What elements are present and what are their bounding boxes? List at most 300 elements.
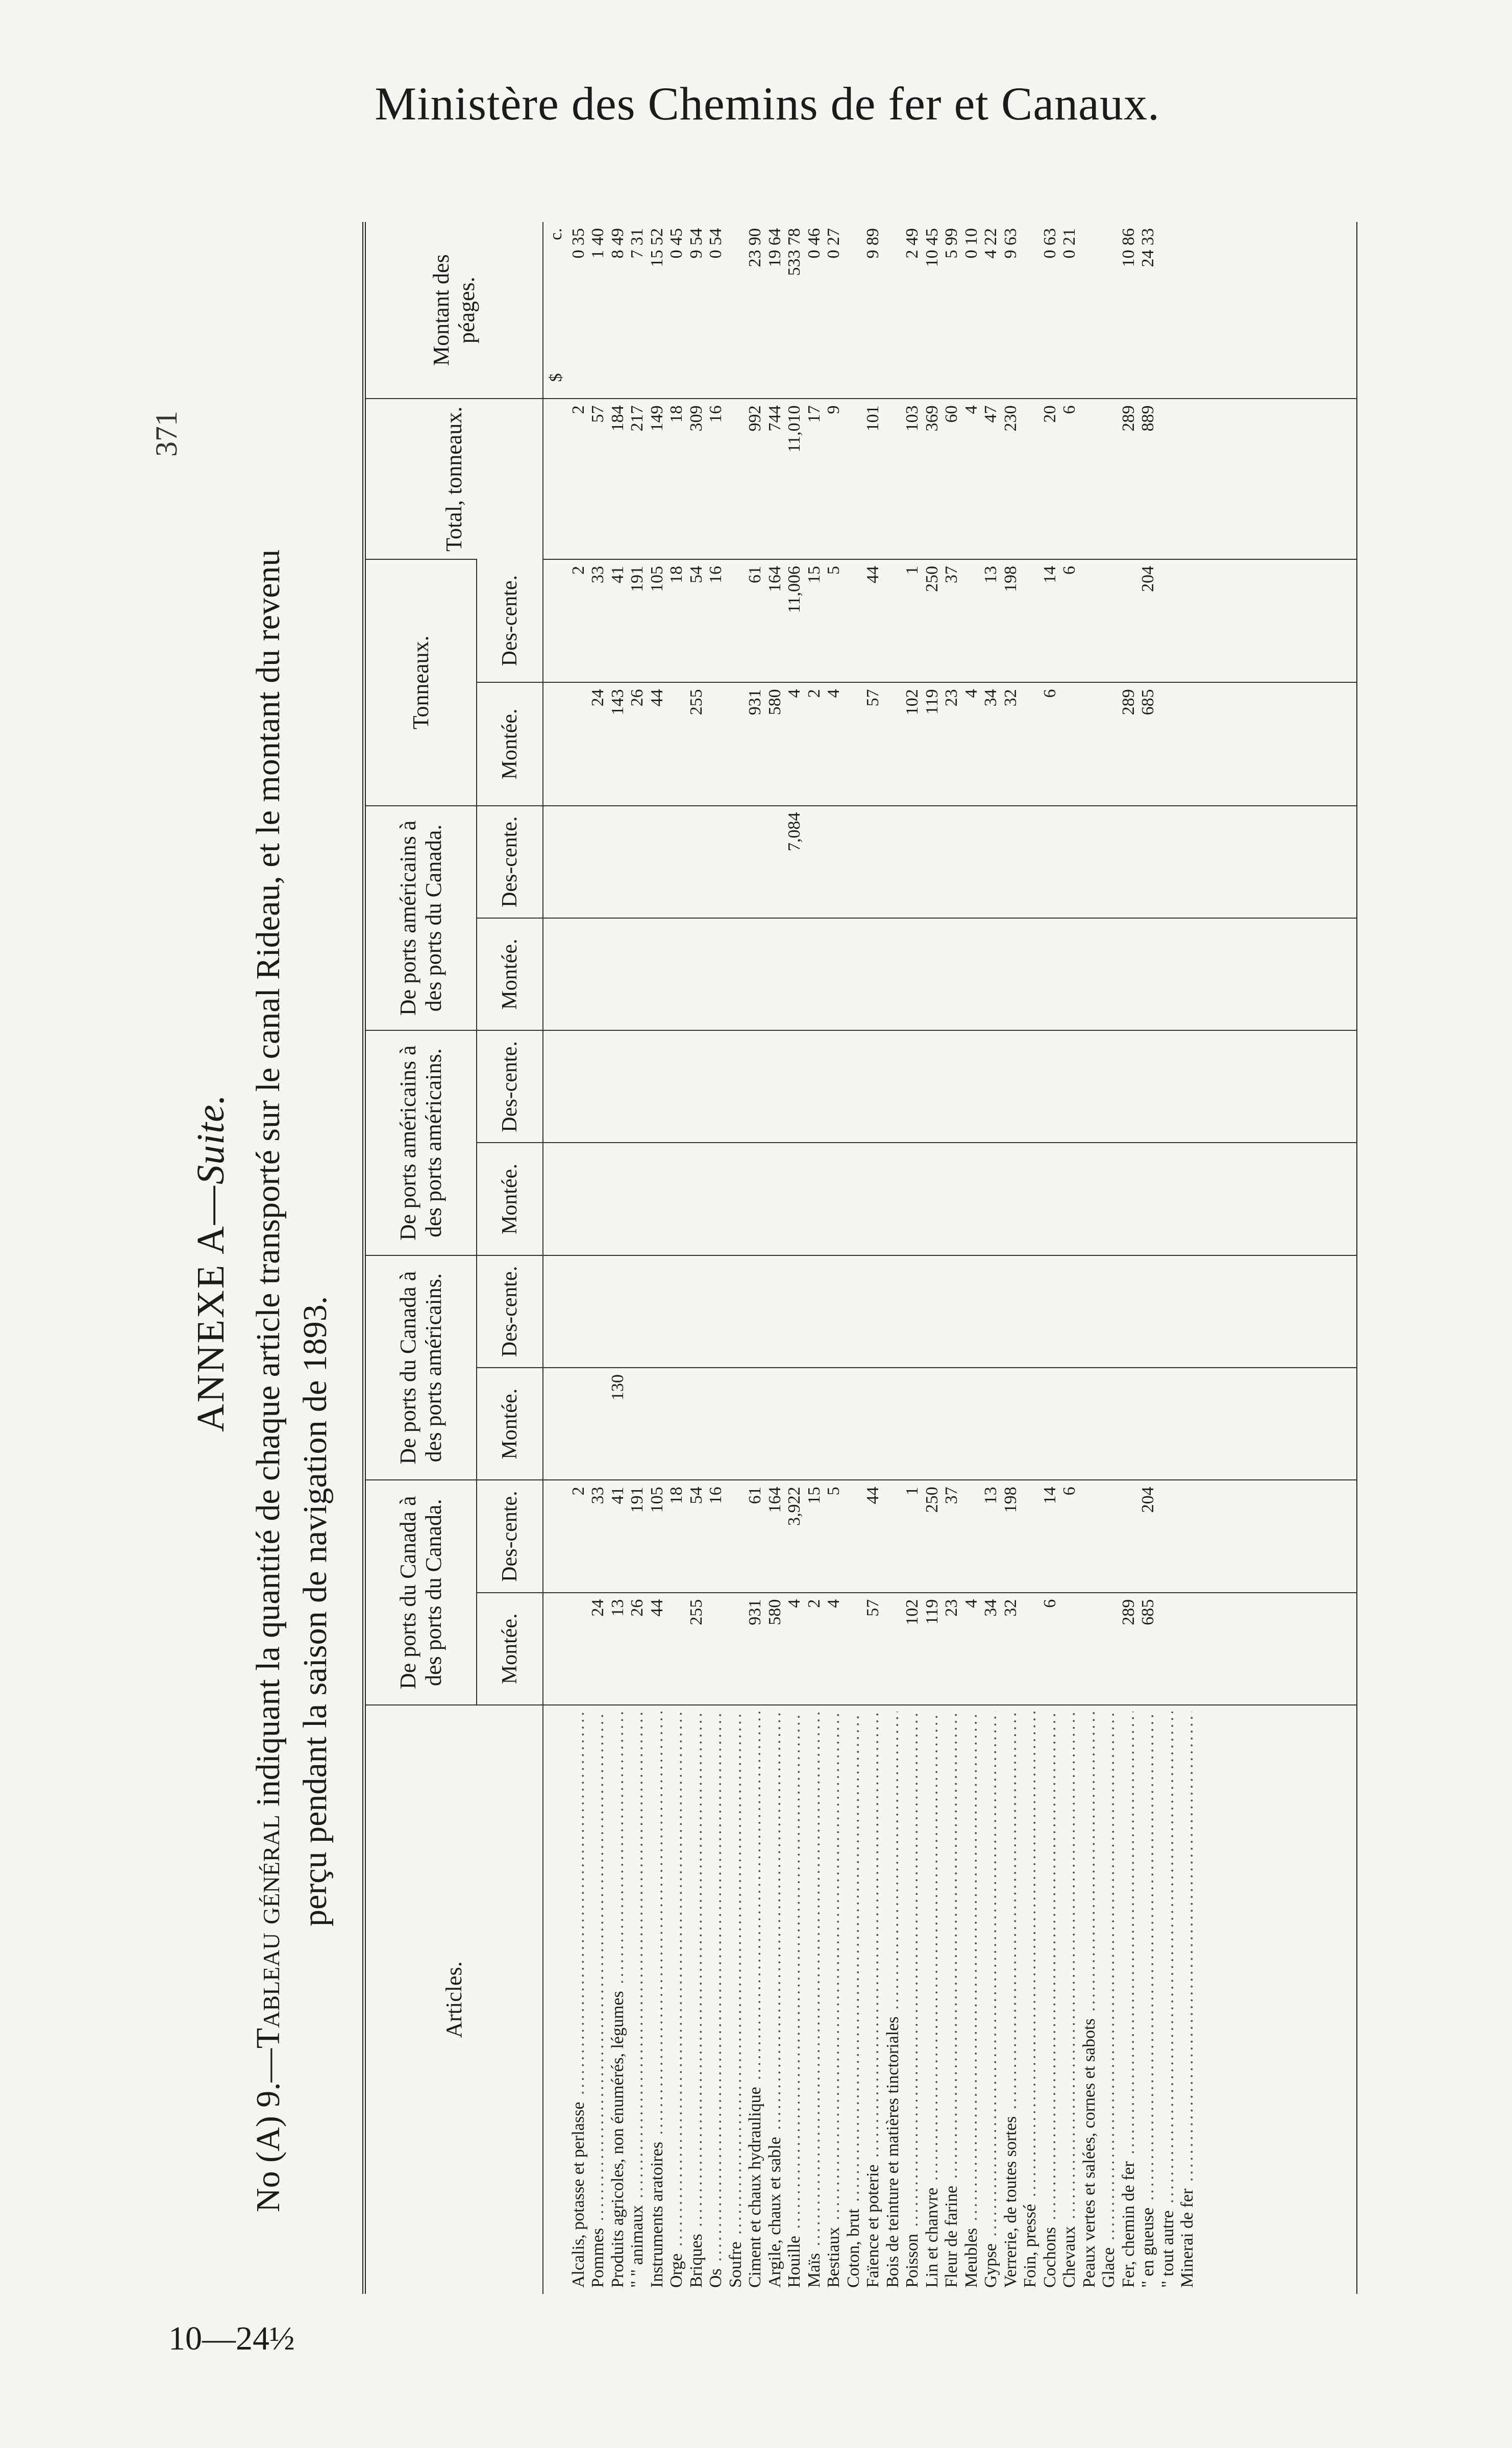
header-us-us: De ports américains à des ports américains. <box>364 1030 477 1255</box>
table-cell <box>883 812 903 911</box>
table-cell: 5 <box>824 1487 843 1496</box>
currency-units <box>547 228 569 392</box>
table-cell: 119 <box>922 1599 941 1625</box>
table-cell <box>1080 689 1100 799</box>
table-cell <box>569 925 589 1024</box>
table-cell: 24 <box>588 1599 607 1617</box>
table-cell <box>726 566 746 676</box>
table-cell: 44 <box>647 689 666 707</box>
table-cell: 16 <box>706 405 725 423</box>
table-cell <box>1099 812 1119 911</box>
table-cell: 250 <box>922 566 941 592</box>
title-line1: indiquant la quantité de chaque article transporté sur le canal Rideau, et le montant du revenu <box>250 549 287 1807</box>
table-cell <box>706 1262 726 1361</box>
table-cell <box>805 1037 825 1136</box>
column-tonneaux-montee <box>543 682 1357 805</box>
table-cell <box>1021 405 1040 553</box>
table-cell <box>1021 1487 1040 1586</box>
table-cell <box>667 1262 687 1361</box>
table-cell <box>883 1037 903 1136</box>
table-cell: 2 49 <box>903 228 922 259</box>
table-cell <box>1099 228 1119 392</box>
table-cell <box>942 925 962 1024</box>
table-cell <box>1178 925 1198 1024</box>
table-cell: 198 <box>1001 566 1020 592</box>
table-cell: 37 <box>942 566 961 584</box>
table-cell <box>1099 925 1119 1024</box>
table-cell <box>1060 689 1080 799</box>
table-cell <box>1060 1150 1080 1249</box>
table-cell <box>1040 1150 1060 1249</box>
table-cell <box>1158 1262 1178 1361</box>
article-label: Verrerie, de toutes sortes ..... <box>1001 1712 1021 2288</box>
table-cell <box>1119 1037 1139 1136</box>
table-cell <box>1080 228 1100 392</box>
table-cell: 198 <box>1001 1487 1020 1513</box>
table-cell <box>1138 1150 1158 1249</box>
table-cell <box>628 925 648 1024</box>
table-cell: 289 <box>1119 405 1138 432</box>
table-cell <box>1099 1487 1119 1586</box>
table-cell <box>706 1599 726 1698</box>
table-cell: 250 <box>922 1487 941 1513</box>
article-label: Argile, chaux et sable ..... <box>765 1712 785 2288</box>
table-cell <box>1001 1150 1021 1249</box>
table-cell <box>706 1374 726 1473</box>
table-cell <box>1060 1262 1080 1361</box>
table-cell: 7,084 <box>785 812 804 852</box>
table-cell: 992 <box>746 405 764 432</box>
table-cell <box>648 1262 667 1361</box>
table-cell: 889 <box>1138 405 1157 432</box>
table-cell <box>687 1037 707 1136</box>
table-cell: 102 <box>903 1599 922 1625</box>
table-cell <box>1021 228 1040 392</box>
table-cell <box>844 812 864 911</box>
table-cell: 191 <box>628 566 647 592</box>
header-descente: Des-cente. <box>477 1480 543 1592</box>
table-cell <box>1040 1037 1060 1136</box>
table-cell <box>981 1150 1001 1249</box>
table-cell <box>667 1037 687 1136</box>
header-montee: Montée. <box>477 918 543 1030</box>
table-cell <box>746 1262 765 1361</box>
table-cell <box>903 1150 923 1249</box>
article-label: Briques ..... <box>687 1712 707 2288</box>
table-cell <box>1099 1262 1119 1361</box>
table-cell: 0 63 <box>1040 228 1059 259</box>
table-cell <box>863 1262 883 1361</box>
table-cell <box>903 812 923 911</box>
table-cell <box>942 1150 962 1249</box>
table-cell: 1 40 <box>588 228 607 259</box>
table-cell <box>1178 405 1198 553</box>
article-label: Houille ..... <box>785 1712 805 2288</box>
article-label: Orge ..... <box>667 1712 687 2288</box>
table-cell <box>1080 1374 1100 1473</box>
table-cell <box>1021 566 1040 676</box>
table-cell: 6 <box>1040 1599 1059 1608</box>
table-cell <box>923 1374 943 1473</box>
table-cell <box>1001 812 1021 911</box>
table-cell: 33 <box>588 566 607 584</box>
table-cell: 289 <box>1119 1599 1138 1625</box>
article-label: " en gueuse ..... <box>1138 1712 1158 2288</box>
table-cell: 61 <box>746 1487 764 1504</box>
table-cell <box>962 1262 982 1361</box>
footer-signature: 10—24½ <box>168 2320 295 2357</box>
table-cell <box>1040 1262 1060 1361</box>
table-cell <box>706 1150 726 1249</box>
table-cell <box>1158 566 1178 676</box>
annexe-label: ANNEXE A— <box>189 1184 232 1432</box>
table-cell <box>903 1262 923 1361</box>
article-label: Pommes ..... <box>588 1712 608 2288</box>
table-cell <box>981 1037 1001 1136</box>
table-cell <box>667 689 687 799</box>
article-label: Bois de teinture et matières tinctoriales ..... <box>883 1712 903 2288</box>
table-cell <box>903 1374 923 1473</box>
table-cell <box>726 925 746 1024</box>
annexe-heading <box>189 191 233 2335</box>
table-cell: 149 <box>647 405 666 432</box>
table-cell <box>706 812 726 911</box>
table-cell <box>608 1150 628 1249</box>
article-label: Peaux vertes et salées, cornes et sabots ..... <box>1080 1712 1100 2288</box>
table-cell: 4 <box>785 1599 804 1608</box>
table-cell: 744 <box>765 405 784 432</box>
table-cell <box>726 689 746 799</box>
table-cell <box>844 1037 864 1136</box>
table-cell: 11,006 <box>785 566 804 613</box>
article-label: Produits agricoles, non énumérés, légumes ..... <box>608 1712 628 2288</box>
article-label: Os ..... <box>706 1712 726 2288</box>
table-cell: 10 86 <box>1119 228 1138 267</box>
table-cell <box>1080 1487 1100 1586</box>
table-cell <box>1158 1487 1178 1586</box>
table-cell: 143 <box>608 689 627 715</box>
table-cell <box>746 1150 765 1249</box>
table-cell <box>1001 1374 1021 1473</box>
table-cell <box>1178 1262 1198 1361</box>
table-cell <box>863 1150 883 1249</box>
table-cell: 9 54 <box>686 228 706 259</box>
column-ca-descente <box>543 1255 1357 1368</box>
table-cell <box>942 1374 962 1473</box>
table-cell <box>648 812 667 911</box>
article-label: Lin et chanvre ..... <box>923 1712 943 2288</box>
table-cell <box>883 1150 903 1249</box>
table-cell <box>1178 812 1198 911</box>
table-cell: 32 <box>1001 689 1020 707</box>
table-cell <box>726 1262 746 1361</box>
article-label: Alcalis, potasse et perlasse ..... <box>569 1712 589 2288</box>
table-cell: 101 <box>863 405 882 432</box>
table-cell: 14 <box>1040 1487 1059 1504</box>
table-cell: 9 <box>824 405 843 414</box>
table-cell <box>588 925 608 1024</box>
table-cell <box>1138 1037 1158 1136</box>
table-cell <box>844 689 864 799</box>
table-cell: 11,010 <box>785 405 804 453</box>
table-cell: 0 10 <box>961 228 981 259</box>
table-cell: 54 <box>686 566 706 584</box>
column-ca-montee <box>543 1368 1357 1480</box>
header-descente: Des-cente. <box>477 559 543 682</box>
table-cell <box>1001 1037 1021 1136</box>
table-cell <box>863 925 883 1024</box>
table-cell: 44 <box>863 566 882 584</box>
table-cell <box>726 1374 746 1473</box>
dollar-sign: $ <box>546 373 565 382</box>
table-cell <box>1060 812 1080 911</box>
column-ac-descente <box>543 806 1357 918</box>
table-cell <box>1158 1599 1178 1698</box>
table-cell <box>648 1150 667 1249</box>
table-cell: 44 <box>647 1599 666 1617</box>
table-cell <box>706 925 726 1024</box>
table-cell <box>1099 405 1119 553</box>
table-cell <box>824 1037 844 1136</box>
table-cell <box>923 1150 943 1249</box>
table-cell <box>942 1262 962 1361</box>
table-cell: 255 <box>686 1599 706 1625</box>
table-cell <box>785 1374 805 1473</box>
table-cell: 130 <box>608 1374 627 1401</box>
table-cell <box>1080 812 1100 911</box>
table-cell: 6 <box>1060 405 1079 414</box>
rotated-page <box>143 191 1368 2335</box>
table-cell: 4 <box>961 1599 981 1608</box>
table-cell: 931 <box>746 689 764 715</box>
article-label: Fleur de farine ..... <box>942 1712 962 2288</box>
table-cell <box>824 1262 844 1361</box>
table-cell <box>648 925 667 1024</box>
table-cell <box>1178 1599 1198 1698</box>
table-cell <box>883 566 903 676</box>
table-cell <box>726 405 746 553</box>
table-cell <box>765 812 785 911</box>
table-cell <box>883 1487 903 1586</box>
table-cell <box>1080 1262 1100 1361</box>
table-cell: 33 <box>588 1487 607 1504</box>
table-cell: 191 <box>628 1487 647 1513</box>
article-label: Poisson ..... <box>903 1712 923 2288</box>
table-cell <box>981 1262 1001 1361</box>
table-cell <box>844 566 864 676</box>
table-cell: 0 21 <box>1060 228 1079 259</box>
table-cell <box>569 1037 589 1136</box>
column-tonneaux-descente <box>543 559 1357 682</box>
table-cell: 13 <box>981 1487 1000 1504</box>
table-cell <box>1001 1262 1021 1361</box>
table-cell <box>746 925 765 1024</box>
table-cell: 6 <box>1040 689 1059 698</box>
table-cell <box>1158 1037 1178 1136</box>
table-cell: 105 <box>647 566 666 592</box>
column-cc-montee <box>543 1593 1357 1705</box>
table-cell: 44 <box>863 1487 882 1504</box>
table-cell: 255 <box>686 689 706 715</box>
table-cell: 15 52 <box>647 228 666 267</box>
table-cell <box>824 1150 844 1249</box>
table-cell <box>687 1150 707 1249</box>
header-montant: Montant des péages. <box>364 222 543 399</box>
table-cell: 685 <box>1138 1599 1157 1625</box>
table-cell <box>1021 1150 1040 1249</box>
table-cell <box>785 1037 805 1136</box>
table-cell <box>726 1599 746 1698</box>
table-cell: 47 <box>981 405 1000 423</box>
header-descente: Des-cente. <box>477 806 543 918</box>
table-cell: 34 <box>981 689 1000 707</box>
table-cell <box>588 812 608 911</box>
table-cell: 0 45 <box>667 228 686 259</box>
header-canada-us: De ports du Canada à des ports américains. <box>364 1255 477 1480</box>
table-cell <box>706 689 726 799</box>
table-cell: 119 <box>922 689 941 715</box>
article-label: Cochons ..... <box>1040 1712 1060 2288</box>
article-label: Fer, chemin de fer ..... <box>1119 1712 1139 2288</box>
table-cell: 26 <box>628 1599 647 1617</box>
table-cell <box>726 1487 746 1586</box>
table-cell <box>1119 1150 1139 1249</box>
table-cell <box>667 925 687 1024</box>
table-cell <box>1158 925 1178 1024</box>
table-cell <box>648 1037 667 1136</box>
table-cell <box>765 925 785 1024</box>
table-cell: 16 <box>706 566 725 584</box>
table-cell <box>863 812 883 911</box>
table-cell <box>687 1374 707 1473</box>
table-cell <box>805 1374 825 1473</box>
column-articles <box>543 1705 1357 2294</box>
table-cell: 26 <box>628 689 647 707</box>
table-cell: 4 22 <box>981 228 1000 259</box>
table-cell <box>1178 1374 1198 1473</box>
table-cell <box>1158 1374 1178 1473</box>
table-cell <box>726 1037 746 1136</box>
header-montee: Montée. <box>477 1143 543 1255</box>
table-cell: 230 <box>1001 405 1020 432</box>
table-cell <box>1119 1262 1139 1361</box>
table-cell <box>1040 1374 1060 1473</box>
table-cell: 2 <box>568 1487 588 1496</box>
table-cell <box>628 1262 648 1361</box>
header-canada-canada: De ports du Canada à des ports du Canada. <box>364 1480 477 1705</box>
table-cell: 6 <box>1060 566 1079 575</box>
table-cell <box>1178 1150 1198 1249</box>
traffic-table <box>362 222 1357 2294</box>
table-cell <box>648 1374 667 1473</box>
table-cell <box>1001 925 1021 1024</box>
table-cell <box>805 925 825 1024</box>
table-cell <box>962 1037 982 1136</box>
table-cell: 2 <box>804 1599 824 1608</box>
table-cell <box>981 925 1001 1024</box>
article-label: Soufre ..... <box>726 1712 746 2288</box>
article-label: Coton, brut ..... <box>844 1712 864 2288</box>
table-cell: 32 <box>1001 1599 1020 1617</box>
table-cell <box>844 1262 864 1361</box>
table-cell: 57 <box>588 405 607 423</box>
table-cell <box>1080 925 1100 1024</box>
page-number: 371 <box>150 411 183 457</box>
table-cell <box>1158 689 1178 799</box>
column-cc-descente <box>543 1480 1357 1592</box>
table-cell <box>1021 1262 1040 1361</box>
table-cell: 34 <box>981 1599 1000 1617</box>
table-cell <box>981 1374 1001 1473</box>
table-cell <box>1099 1374 1119 1473</box>
table-cell <box>1021 925 1040 1024</box>
table-cell: 13 <box>981 566 1000 584</box>
table-cell <box>1158 812 1178 911</box>
table-cell: 23 <box>942 1599 961 1617</box>
table-cell <box>726 1150 746 1249</box>
table-cell <box>883 1374 903 1473</box>
table-cell: 164 <box>765 566 784 592</box>
table-cell <box>1080 405 1100 553</box>
title-tableau: Tableau général <box>250 1815 287 2049</box>
table-cell: 204 <box>1138 566 1157 592</box>
table-cell: 18 <box>667 566 686 584</box>
table-cell: 41 <box>608 1487 627 1504</box>
table-cell: 533 78 <box>785 228 804 276</box>
table-cell: 4 <box>785 689 804 698</box>
table-cell: 5 99 <box>942 228 961 259</box>
table-cell <box>1158 228 1178 392</box>
table-cell: 580 <box>765 689 784 715</box>
table-cell: 15 <box>804 1487 824 1504</box>
table-cell <box>1119 1374 1139 1473</box>
table-cell <box>569 1599 589 1698</box>
table-cell: 0 35 <box>568 228 588 259</box>
table-cell: 24 33 <box>1138 228 1157 267</box>
table-cell <box>1119 566 1139 676</box>
table-cell <box>608 925 628 1024</box>
table-cell <box>628 1374 648 1473</box>
table-cell <box>608 1037 628 1136</box>
table-cell <box>824 1374 844 1473</box>
article-label: Chevaux ..... <box>1060 1712 1080 2288</box>
table-cell <box>844 1599 864 1698</box>
table-cell: 3,922 <box>785 1487 804 1526</box>
table-cell <box>588 1037 608 1136</box>
title-line2: perçu pendant la saison de navigation de 1893. <box>296 1296 334 1926</box>
table-cell: 57 <box>863 689 882 707</box>
table-cell <box>765 1037 785 1136</box>
table-cell <box>883 925 903 1024</box>
table-cell <box>923 1262 943 1361</box>
column-aa-montee <box>543 1143 1357 1255</box>
table-cell: 24 <box>588 689 607 707</box>
table-cell <box>805 812 825 911</box>
table-cell <box>1178 1487 1198 1586</box>
table-cell <box>746 1374 765 1473</box>
table-cell <box>785 1150 805 1249</box>
article-label: Instruments aratoires ..... <box>648 1712 667 2288</box>
table-cell <box>569 1262 589 1361</box>
table-cell: 1 <box>903 566 922 575</box>
table-cell <box>1178 1037 1198 1136</box>
table-cell <box>863 1037 883 1136</box>
table-cell <box>1060 1374 1080 1473</box>
column-aa-descente <box>543 1030 1357 1143</box>
header-total: Total, tonneaux. <box>364 399 543 559</box>
table-cell <box>1099 1150 1119 1249</box>
column-montant <box>543 222 1357 399</box>
